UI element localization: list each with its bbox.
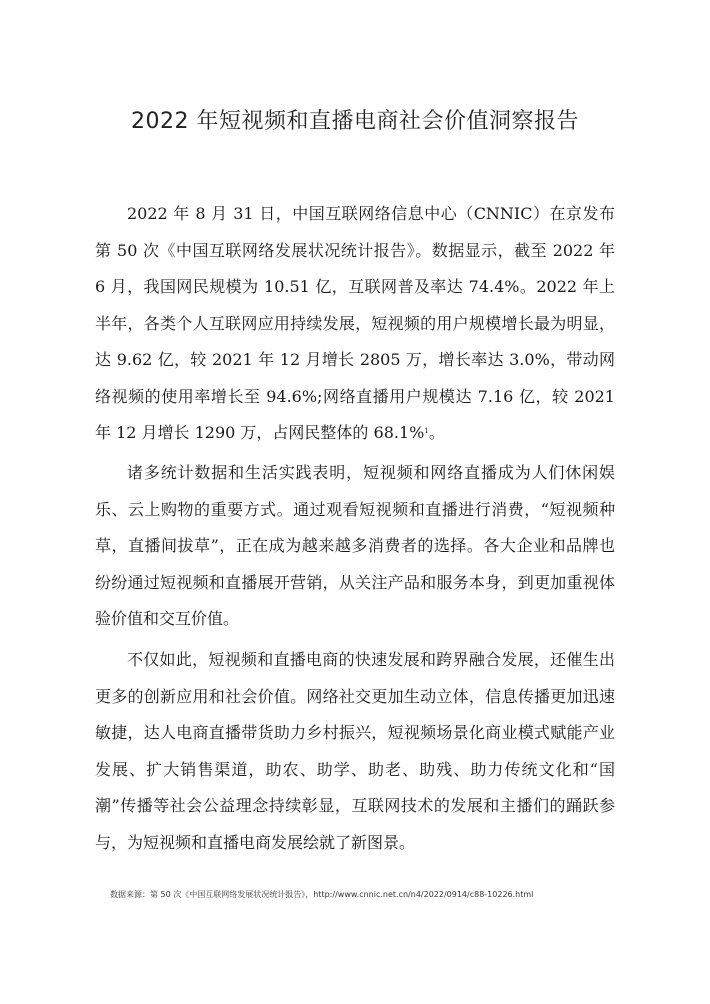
footnote: 数据来源：第 50 次《中国互联网络发展状况统计报告》，http://www.cnnic.net.cn/n4/2022/0914/c88-10226.html bbox=[110, 890, 534, 899]
paragraph-2: 诸多统计数据和生活实践表明，短视频和网络直播成为人们休闲娱乐、云上购物的重要方式。通过观看短视频和直播进行消费，“短视频种草，直播间拔草”，正在成为越来越多消费者的选择。各大企业和品牌也纷纷通过短视频和直播展开营销，从关注产品和服务本身，到更加重视体验价值和交互价值。 bbox=[95, 463, 615, 628]
paragraph-3: 不仅如此，短视频和直播电商的快速发展和跨界融合发展，还催生出更多的创新应用和社会价值。网络社交更加生动立体，信息传播更加迅速敏捷，达人电商直播带货助力乡村振兴，短视频场景化商业模式赋能产业发展、扩大销售渠道，助农、助学、助老、助残、助力传统文化和“国潮”传播等社会公益理念持续彰显，互联网技术的发展和主播们的踊跃参与，为短视频和直播电商发展绘就了新图景。 bbox=[95, 650, 615, 852]
document-title: 2022 年短视频和直播电商社会价值洞察报告 bbox=[131, 109, 579, 134]
paragraph-1-text: 2022 年 8 月 31 日，中国互联网络信息中心（CNNIC）在京发布第 50 次《中国互联网络发展状况统计报告》。数据显示，截至 2022 年 6 月，我国网民规模为 10.51 亿，互联网普及率达 74.4%。2022 年上半年，各类个人互联网应用持续发展，短视频的用户规模增长最为明显，达 9.62 亿，较 2021 年 12 月增长 2805 万，增长率达 3.0%，带动网络视频的使用率增长至 94.6%;网络直播用户规模达 7.16 亿，较 2021 年 12 月增长 1290 万，占网民整体的 68.1% bbox=[95, 204, 615, 442]
paragraph-1-suffix: 。 bbox=[428, 423, 445, 442]
paragraph-1 bbox=[95, 196, 615, 452]
footnote-reference: 1 bbox=[424, 427, 429, 435]
